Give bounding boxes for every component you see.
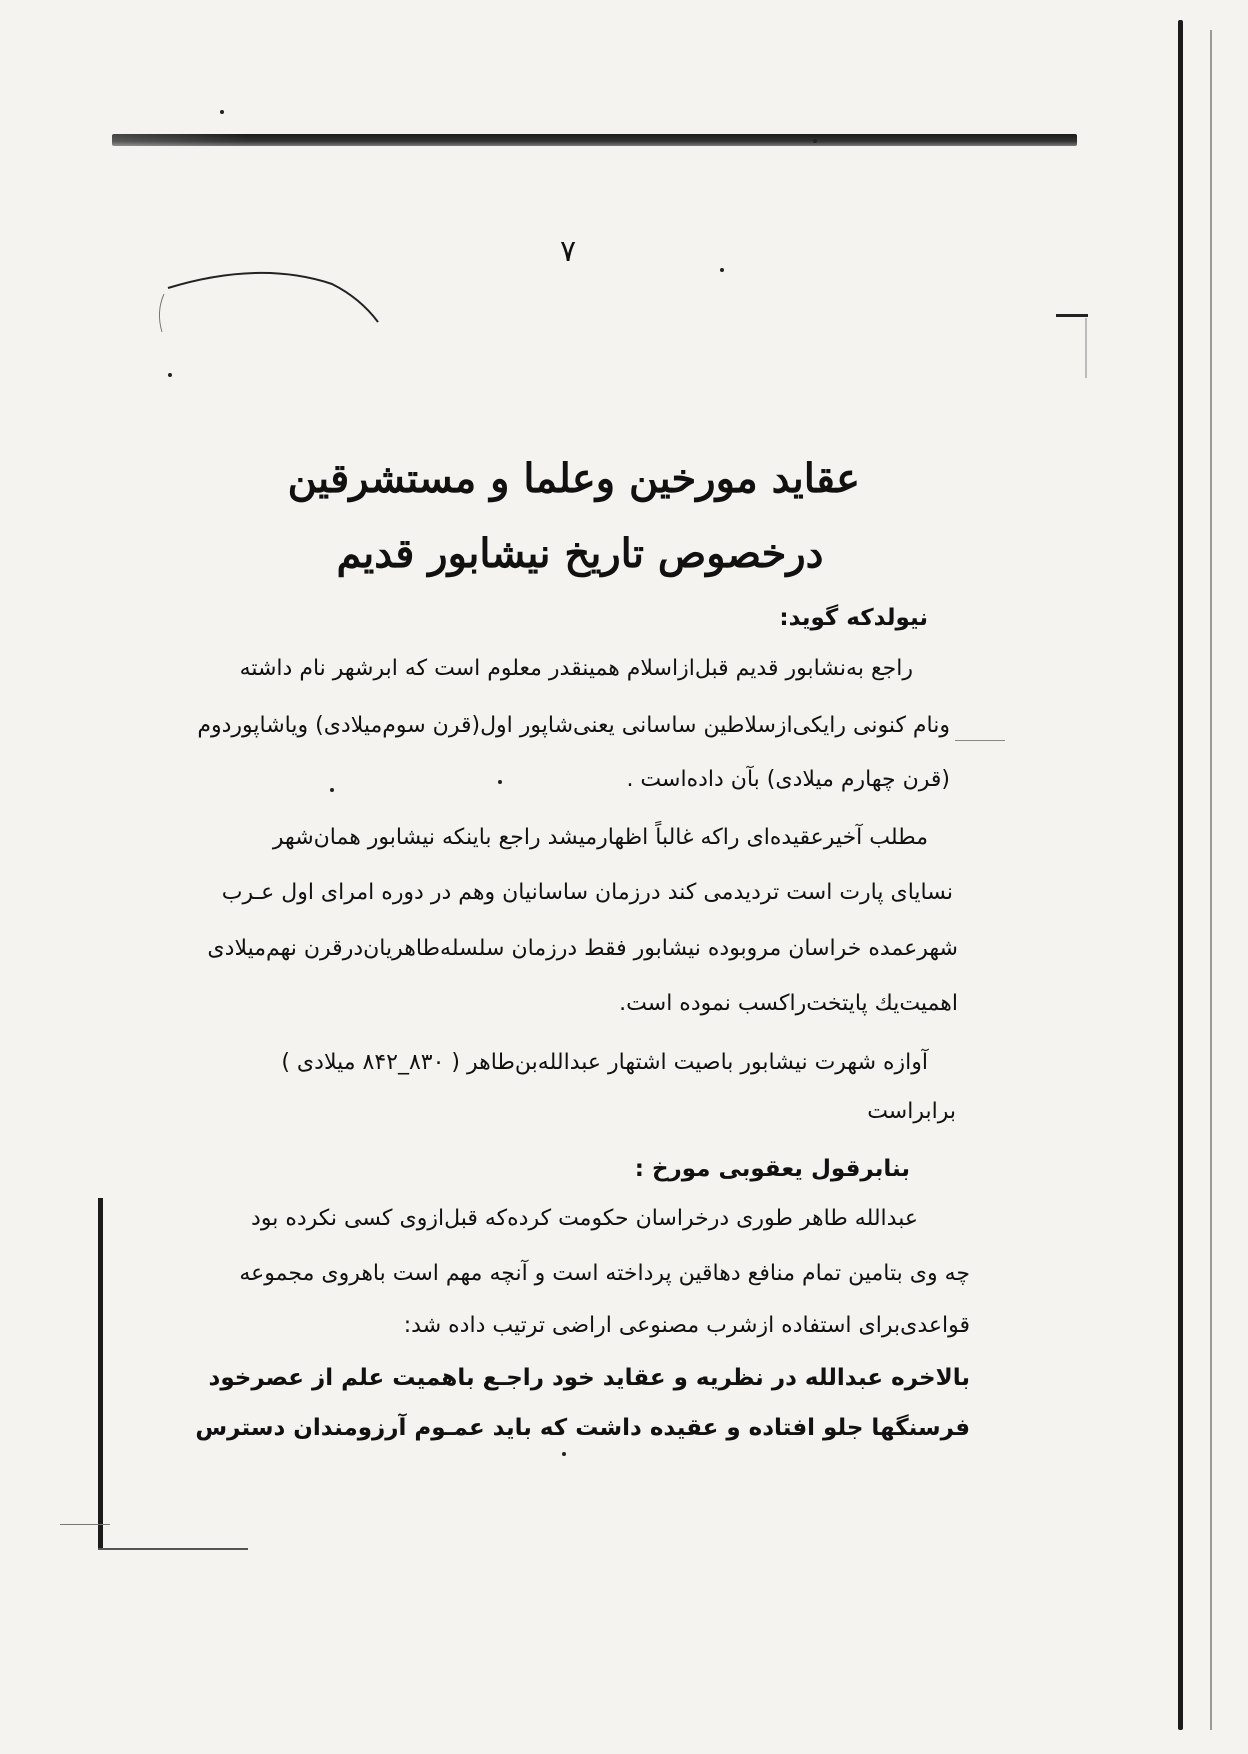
top-rule-fade <box>112 133 247 147</box>
scan-speck <box>168 373 172 377</box>
body-line-bold: فرسنگها جلو افتاده و عقیده داشت که باید عمـوم آرزومندان دسترس <box>195 1415 970 1441</box>
top-rule-line <box>112 134 1077 146</box>
body-line: آوازه شهرت نیشابور باصیت اشتهار عبدالله‌بن‌طاهر ( ۸۳۰_۸۴۲ میلادی ) <box>281 1050 928 1075</box>
right-scan-edge-secondary <box>1210 30 1212 1730</box>
handwritten-arc-mark <box>150 260 390 340</box>
body-line: عبدالله طاهر طوری درخراسان حکومت کرده‌که قبل‌ازوی کسی نکرده بود <box>251 1206 918 1231</box>
body-line: چه وی بتامین تمام منافع دهاقین پرداخته است و آنچه مهم است باهروی مجموعه <box>239 1261 970 1286</box>
right-edge-tick-vertical <box>1085 318 1087 378</box>
body-line: قواعدی‌برای استفاده ازشرب مصنوعی اراضی ترتیب داده شد: <box>403 1313 970 1338</box>
scan-speck <box>813 139 817 143</box>
body-line: نسایای پارت است تردیدمی کند درزمان ساسانیان وهم در دوره امرای اول عـرب <box>221 880 953 905</box>
scan-speck <box>498 780 502 784</box>
body-line: راجع به‌نشابور قدیم قبل‌ازاسلام همینقدر معلوم است که ابرشهر نام داشته <box>239 656 913 681</box>
scan-speck <box>720 268 724 272</box>
scan-speck <box>562 1452 566 1456</box>
left-margin-scratch <box>60 1524 110 1525</box>
right-edge-tick <box>1056 314 1088 317</box>
body-line-bold: بالاخره عبدالله در نظریه و عقاید خود راجـع باهمیت علم از عصرخود <box>208 1365 970 1391</box>
body-line: ونام کنونی رایکی‌ازسلاطین ساسانی یعنی‌شاپور اول(قرن سوم‌میلادی) ویاشاپوردوم <box>197 713 950 738</box>
page-title-line-2: درخصوص تاریخ نیشابور قدیم <box>336 530 824 577</box>
scan-speck <box>220 110 224 114</box>
margin-dash <box>955 740 1005 741</box>
section-heading-yaqubi: بنابرقول یعقوبی مورخ : <box>634 1156 910 1182</box>
page-number: ۷ <box>559 234 577 269</box>
left-margin-bracket <box>98 1198 103 1550</box>
body-line: شهرعمده خراسان مروبوده نیشابور فقط درزمان سلسله‌طاهریان‌درقرن نهم‌میلادی <box>207 936 958 961</box>
section-heading-noldeke: نیولدکه گوید: <box>779 605 928 631</box>
page-title-line-1: عقاید مورخین وعلما و مستشرقین <box>287 455 860 502</box>
body-line: (قرن چهارم میلادی) بآن داده‌است . <box>626 767 950 792</box>
right-scan-edge <box>1178 20 1183 1730</box>
body-line: اهمیت‌یك پایتخت‌راکسب نموده است. <box>619 991 958 1016</box>
left-margin-bracket-base <box>98 1548 248 1550</box>
body-line: برابراست <box>867 1099 956 1124</box>
body-line: مطلب آخیرعقیده‌ای راکه غالباً اظهارمیشد راجع باینکه نیشابور همان‌شهر <box>272 825 928 850</box>
scan-speck <box>330 788 334 792</box>
